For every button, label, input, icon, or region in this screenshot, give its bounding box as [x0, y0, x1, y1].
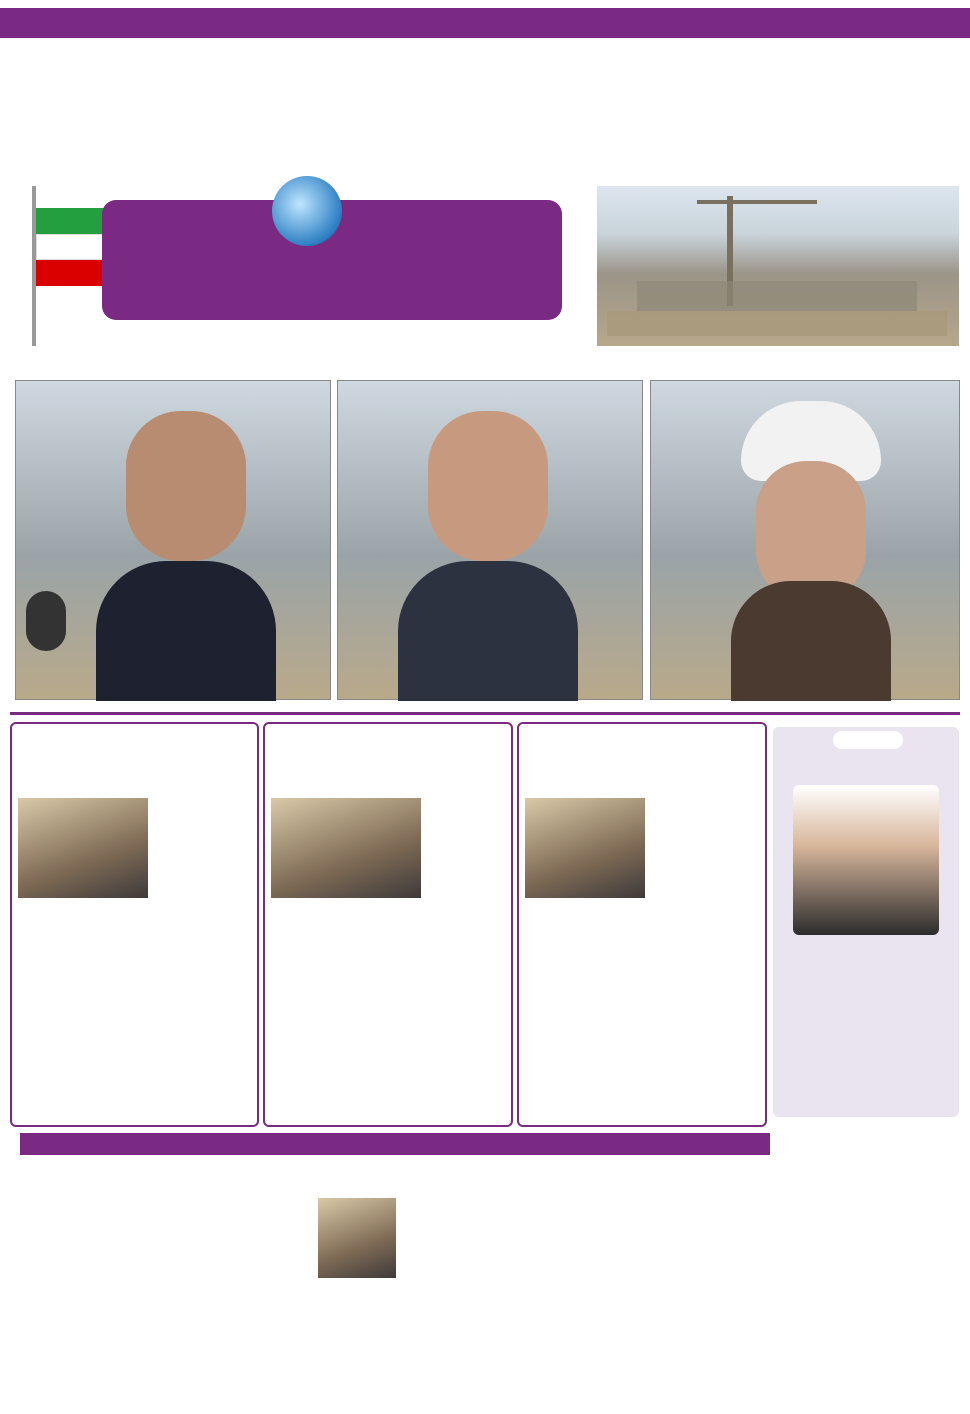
bottom-headline [20, 1156, 770, 1196]
portrait-cleric [650, 380, 960, 700]
stadium-construction-photo [597, 186, 959, 346]
meeting-photo [525, 798, 645, 898]
flag-mast [20, 186, 90, 346]
news-column-shiraz [517, 722, 767, 1127]
divider [10, 712, 960, 715]
bottom-kicker [20, 1133, 770, 1155]
note-body-cont [773, 1122, 959, 1332]
note-body [779, 955, 953, 1110]
masthead-logo [102, 200, 562, 320]
globe-icon [272, 176, 342, 246]
bottom-body-4 [20, 1198, 175, 1338]
col-byline [154, 798, 254, 898]
author-photo [793, 785, 939, 935]
col-byline [427, 798, 509, 898]
note-byline [779, 939, 953, 953]
subheadlines [10, 144, 960, 170]
editorial-note [773, 727, 959, 1117]
col-byline [651, 798, 763, 898]
news-column-kazerun [263, 722, 513, 1127]
main-headline [0, 42, 970, 142]
portrait-director [15, 380, 331, 700]
meeting-photo [18, 798, 148, 898]
news-column-firuzabad [10, 722, 259, 1127]
sport-icons-bottom [20, 1342, 960, 1404]
bottom-body-2 [400, 1198, 580, 1338]
bottom-body-3 [180, 1198, 310, 1338]
portrait-governor [337, 380, 643, 700]
official-photo [318, 1198, 396, 1278]
note-tag [833, 731, 903, 749]
col-body [271, 904, 507, 1122]
col-body [18, 904, 254, 1122]
meeting-photo [271, 798, 421, 898]
top-ribbon [0, 8, 970, 38]
website-urls[interactable] [120, 322, 560, 340]
sport-icons-row [10, 342, 570, 374]
col-body [525, 904, 761, 1122]
bottom-body-1 [585, 1198, 765, 1338]
